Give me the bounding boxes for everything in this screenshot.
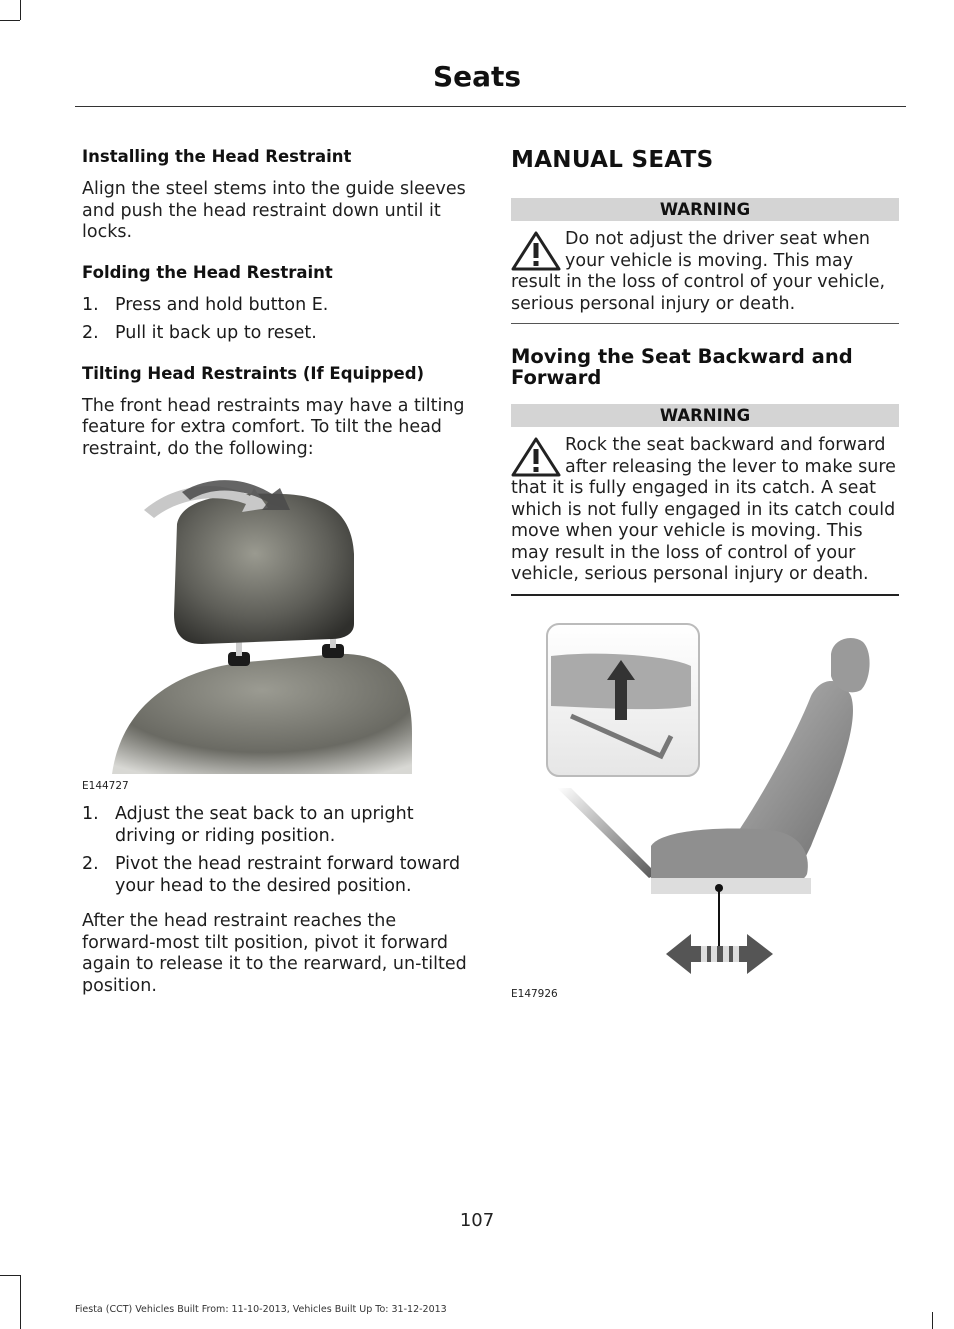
folding-heading: Folding the Head Restraint <box>82 262 333 282</box>
warning-body <box>511 229 899 315</box>
head-restraint-figure <box>82 474 472 804</box>
crop-mark <box>0 1275 20 1276</box>
head-restraint-illustration <box>82 474 472 784</box>
figure-code: E147926 <box>511 987 558 1000</box>
crop-mark <box>0 20 20 21</box>
warning-rule <box>511 594 899 596</box>
list-item: 2. Pull it back up to reset. <box>82 323 317 343</box>
warning-label: WARNING <box>511 404 899 427</box>
seat-adjust-illustration <box>511 616 899 996</box>
tilting-heading: Tilting Head Restraints (If Equipped) <box>82 363 425 383</box>
seat-adjust-figure <box>511 616 899 1016</box>
warning-label: WARNING <box>511 198 899 221</box>
list-item: 1. Adjust the seat back to an upright driving or riding position. <box>82 804 414 846</box>
page-number: 107 <box>459 1210 495 1231</box>
title-rule <box>75 106 906 107</box>
after-text: After the head restraint reaches the forward-most tilt position, pivot it forward again to release it to the rearward, un-tilted position. <box>82 911 467 996</box>
warning-rule <box>511 323 899 324</box>
warning-box <box>511 404 899 596</box>
figure-code: E144727 <box>82 780 129 792</box>
tilting-text: The front head restraints may have a tilting feature for extra comfort. To tilt the head restraint, do the following: <box>82 395 465 459</box>
right-column <box>511 146 899 1016</box>
crop-mark <box>20 0 21 20</box>
warning-triangle-icon <box>511 437 561 477</box>
section-heading: MANUAL SEATS <box>511 147 714 173</box>
warning-body <box>511 435 899 586</box>
folding-steps <box>82 295 472 345</box>
installing-heading: Installing the Head Restraint <box>82 147 352 166</box>
installing-text: Align the steel stems into the guide sleeves and push the head restraint down until it locks. <box>82 179 466 242</box>
warning-text: Rock the seat backward and forward after releasing the lever to make sure that it is fully engaged in its catch. A seat which is not fully engaged in its catch could move when your vehicle is moving. This may result in the loss of control of your vehicle, serious personal injury or death. <box>511 435 896 584</box>
warning-box <box>511 198 899 324</box>
page-title: Seats <box>432 60 522 93</box>
crop-mark <box>20 1275 21 1329</box>
crop-mark <box>932 1312 933 1329</box>
list-item: 1. Press and hold button E. <box>82 294 329 315</box>
moving-heading: Moving the Seat Backward and Forward <box>511 345 853 389</box>
list-item: 2. Pivot the head restraint forward toward your head to the desired position. <box>82 854 461 896</box>
warning-text: Do not adjust the driver seat when your vehicle is moving. This may result in the loss of control of your vehicle, serious personal injury or death. <box>511 229 886 314</box>
footer-text: Fiesta (CCT) Vehicles Built From: 11-10-2013, Vehicles Built Up To: 31-12-2013 <box>75 1304 447 1315</box>
warning-triangle-icon <box>511 231 561 271</box>
left-column <box>82 146 472 1011</box>
tilting-steps <box>82 804 472 897</box>
